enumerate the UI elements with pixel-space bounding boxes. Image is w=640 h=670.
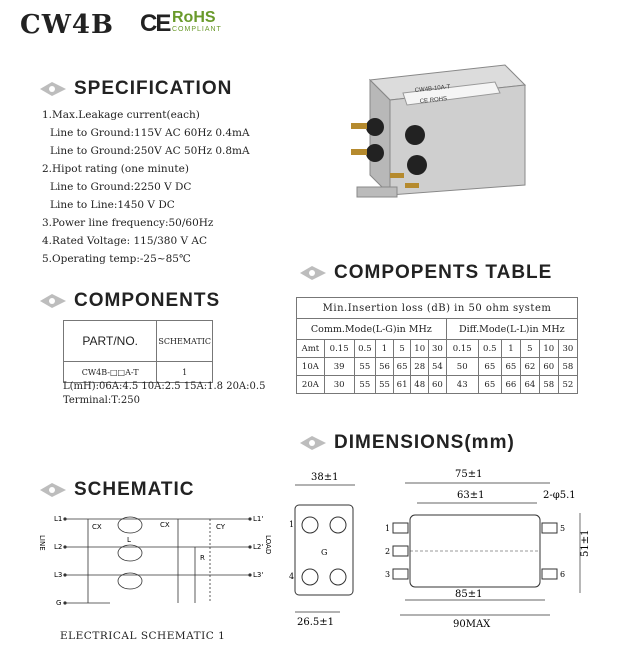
table-cell: 0.15 (446, 340, 478, 358)
table-cell: 65 (501, 358, 520, 376)
components-heading (38, 290, 220, 312)
schematic-l2p: L2' (253, 543, 264, 551)
insertion-loss-table (296, 297, 578, 394)
table-cell: 55 (354, 376, 376, 394)
components-table-heading (298, 262, 552, 284)
inductance-values: L(mH):06A:4.5 10A:2.5 15A:1.8 20A:0.5 (63, 381, 266, 392)
spec-line: Line to Line:1450 V DC (50, 199, 175, 211)
specification-heading (38, 78, 232, 100)
dim-hole-spacing: 63±1 (457, 490, 485, 501)
table-cell: Amt (297, 340, 325, 358)
spec-line: 5.Operating temp:-25~85℃ (42, 253, 191, 265)
schematic-cx: CX (92, 523, 102, 531)
table-cell: 0.15 (324, 340, 354, 358)
dim-center-mark: G (321, 548, 328, 557)
bullet-icon (38, 292, 68, 310)
model-title: CW4B (20, 10, 114, 40)
table-cell: 61 (393, 376, 411, 394)
table-cell: 60 (429, 376, 447, 394)
table-cell: 5 (520, 340, 539, 358)
schematic-title: SCHEMATIC (74, 479, 195, 500)
terminal-label: 5 (560, 524, 566, 533)
table-cell: 10 (411, 340, 429, 358)
dim-hole: 2-φ5.1 (543, 490, 576, 501)
dimensions-title: DIMENSIONS(mm) (334, 432, 515, 453)
comm-mode-header: Comm.Mode(L-G)in MHz (297, 319, 447, 340)
schematic-r: R (200, 554, 205, 562)
terminal-label: 1 (385, 524, 391, 533)
table-cell: 1 (501, 340, 520, 358)
dim-height: 51±1 (580, 529, 591, 557)
table-cell: 10A (297, 358, 325, 376)
specification-title: SPECIFICATION (74, 78, 233, 99)
schematic-caption: ELECTRICAL SCHEMATIC 1 (60, 630, 226, 642)
table-cell: 28 (411, 358, 429, 376)
table-cell: 30 (558, 340, 577, 358)
schematic-l3p: L3' (253, 571, 264, 579)
table-cell: 52 (558, 376, 577, 394)
table-cell: 48 (411, 376, 429, 394)
table-caption: Min.Insertion loss (dB) in 50 ohm system (297, 298, 578, 319)
part-header: PART/NO. (64, 321, 157, 362)
table-cell: 0.5 (354, 340, 376, 358)
table-cell: 56 (376, 358, 394, 376)
schematic-heading (38, 479, 195, 501)
terminal-type: Terminal:T:250 (63, 395, 141, 406)
terminal-label: 2 (385, 547, 391, 556)
table-cell: 64 (520, 376, 539, 394)
rohs-subtext: COMPLIANT (172, 26, 222, 33)
dim-bottom-side: 26.5±1 (297, 617, 335, 628)
table-cell: 65 (478, 358, 501, 376)
table-cell: 66 (501, 376, 520, 394)
terminal-label: 3 (385, 570, 391, 579)
schematic-l3: L3 (54, 571, 63, 579)
table-cell: 50 (446, 358, 478, 376)
schematic-value: 1 (157, 362, 213, 383)
spec-line: Line to Ground:250V AC 50Hz 0.8mA (50, 145, 250, 157)
electrical-schematic (40, 505, 280, 620)
schematic-cy: CY (216, 523, 226, 531)
table-cell: 55 (354, 358, 376, 376)
schematic-l1p: L1' (253, 515, 264, 523)
table-cell: 62 (520, 358, 539, 376)
schematic-l1: L1 (54, 515, 63, 523)
diff-mode-header: Diff.Mode(L-L)in MHz (446, 319, 577, 340)
components-title: COMPONENTS (74, 290, 221, 311)
dim-width-side: 38±1 (311, 472, 339, 483)
dim-body-width: 85±1 (455, 589, 483, 600)
rohs-logo (172, 10, 224, 38)
schematic-cx: CX (160, 521, 170, 529)
table-cell: 20A (297, 376, 325, 394)
top-view-drawing (385, 465, 595, 635)
table-row (297, 340, 578, 358)
table-cell: 43 (446, 376, 478, 394)
table-cell: 1 (376, 340, 394, 358)
terminal-label: 6 (560, 570, 566, 579)
schematic-load-label: LOAD (264, 535, 272, 555)
table-row (297, 358, 578, 376)
spec-line: Line to Ground:115V AC 60Hz 0.4mA (50, 127, 250, 139)
terminal-label: 4 (289, 572, 295, 581)
photo-label-ce: CE ROHS (419, 96, 448, 105)
table-cell: 58 (558, 358, 577, 376)
part-number-table (63, 320, 213, 383)
table-cell: 39 (324, 358, 354, 376)
table-cell: 55 (376, 376, 394, 394)
dim-overall-top: 75±1 (455, 469, 483, 480)
dim-max-width: 90MAX (453, 619, 491, 630)
table-cell: 0.5 (478, 340, 501, 358)
dimensions-heading (298, 432, 515, 454)
bullet-icon (38, 481, 68, 499)
bullet-icon (38, 80, 68, 98)
bullet-icon (298, 434, 328, 452)
bullet-icon (298, 264, 328, 282)
table-cell: 30 (324, 376, 354, 394)
part-value: CW4B-□□A-T (64, 362, 157, 383)
schematic-header: SCHEMATIC (157, 321, 213, 362)
schematic-line-label: LINE (38, 535, 46, 551)
spec-line: 4.Rated Voltage: 115/380 V AC (42, 235, 208, 247)
spec-line: Line to Ground:2250 V DC (50, 181, 192, 193)
photo-label-brand: CW4B-10A-T (414, 84, 451, 94)
table-cell: 65 (393, 358, 411, 376)
spec-line: 1.Max.Leakage current(each) (42, 109, 200, 121)
schematic-l2: L2 (54, 543, 63, 551)
ce-mark: CE (140, 10, 170, 37)
table-cell: 54 (429, 358, 447, 376)
specification-list (42, 108, 250, 266)
rohs-text: RoHS (172, 9, 216, 26)
components-table-title: COMPOPENTS TABLE (334, 262, 553, 283)
spec-line: 3.Power line frequency:50/60Hz (42, 217, 214, 229)
product-photo (345, 45, 545, 215)
table-cell: 30 (429, 340, 447, 358)
side-view-drawing (285, 465, 365, 630)
schematic-g: G (56, 599, 62, 607)
schematic-inductor: L (127, 536, 131, 544)
table-cell: 5 (393, 340, 411, 358)
table-cell: 60 (539, 358, 558, 376)
spec-line: 2.Hipot rating (one minute) (42, 163, 189, 175)
table-cell: 10 (539, 340, 558, 358)
terminal-label: 1 (289, 520, 295, 529)
table-row (297, 376, 578, 394)
table-cell: 58 (539, 376, 558, 394)
table-cell: 65 (478, 376, 501, 394)
